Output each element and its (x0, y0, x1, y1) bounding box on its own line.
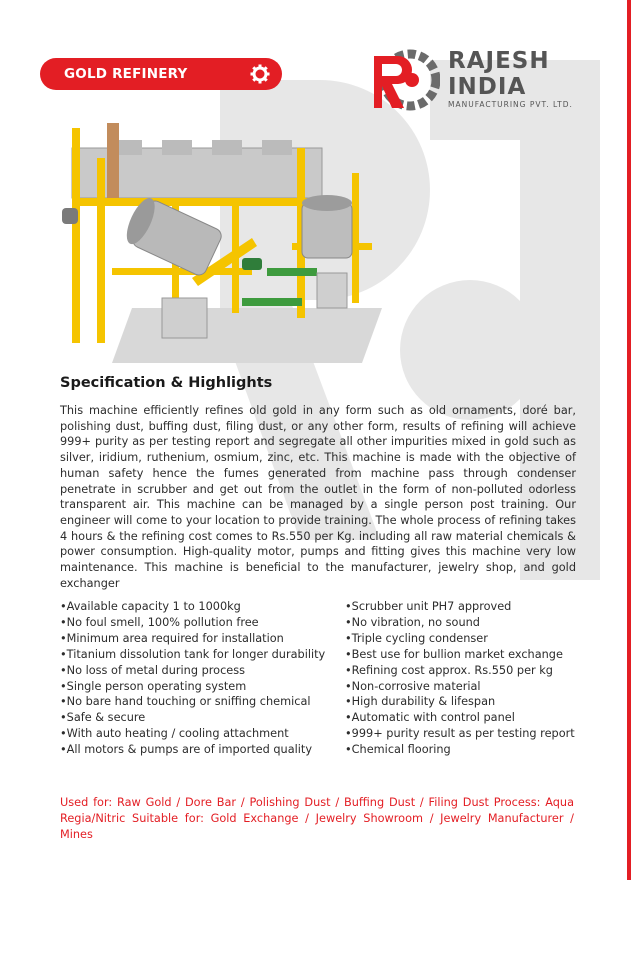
feature-item: • Available capacity 1 to 1000kg (60, 599, 345, 615)
feature-list-right (345, 599, 585, 758)
feature-item: • Refining cost approx. Rs.550 per kg (345, 663, 585, 679)
feature-item: • Scrubber unit PH7 approved (345, 599, 585, 615)
feature-item: • With auto heating / cooling attachment (60, 726, 345, 742)
feature-item: • All motors & pumps are of imported quality (60, 742, 345, 758)
feature-item: • Non-corrosive material (345, 679, 585, 695)
rajesh-india-logo-mark (368, 44, 440, 116)
feature-item: • No bare hand touching or sniffing chemical (60, 694, 345, 710)
feature-item: • No loss of metal during process (60, 663, 345, 679)
brand-name-line1: RAJESH (448, 48, 550, 74)
edge-accent-rule (627, 0, 631, 880)
product-description: This machine efficiently refines old gold in any form such as old ornaments, doré bar, polishing dust, buffing dust, filing dust, or any other form, results of refining will achieve 999+ purity as per testing report and segregate all other impurities mixed in gold such as silver, iridium, ruthenium, osmium, zinc, etc. This machine is made with the objective of human safety hence the fumes generated from machine pass through condenser penetrate in scrubber and get out from the outlet in the form of non-polluted odorless transparent air. This machine can be managed by a single person post training. Our engineer will come to your location to provide training. The whole process of refining takes 4 hours & the refining cost comes to Rs.550 per Kg. including all raw material chemicals & power consumption. High-quality motor, pumps and fitting gives this machine very low maintenance. This machine is beneficial to the manufacturer, jewelry shop, and gold exchanger (60, 404, 576, 590)
feature-item: • 999+ purity result as per testing report (345, 726, 585, 742)
feature-item: • Titanium dissolution tank for longer durability (60, 647, 345, 663)
section-heading: Specification & Highlights (60, 375, 273, 391)
brand-tagline: MANUFACTURING PVT. LTD. (448, 100, 573, 109)
feature-item: • Best use for bullion market exchange (345, 647, 585, 663)
gear-icon (250, 64, 270, 84)
feature-item: • No foul smell, 100% pollution free (60, 615, 345, 631)
feature-item: • High durability & lifespan (345, 694, 585, 710)
used-for-text: Used for: Raw Gold / Dore Bar / Polishing Dust / Buffing Dust / Filing Dust Process: Aqua Regia/Nitric Suitable for: Gold Exchange / Jewelry Showroom / Jewelry Manufacturer / Mines (60, 796, 574, 841)
feature-item: • Chemical flooring (345, 742, 585, 758)
product-category-badge (40, 58, 282, 90)
brand-name-line2: INDIA (448, 74, 527, 100)
feature-item: • Automatic with control panel (345, 710, 585, 726)
feature-item: • Single person operating system (60, 679, 345, 695)
gold-refinery-machine-image (52, 118, 382, 363)
feature-item: • Safe & secure (60, 710, 345, 726)
feature-list-left (60, 599, 345, 758)
feature-item: • Minimum area required for installation (60, 631, 345, 647)
feature-item: • Triple cycling condenser (345, 631, 585, 647)
brand-logo (368, 44, 583, 118)
badge-label: GOLD REFINERY (64, 66, 188, 82)
feature-item: • No vibration, no sound (345, 615, 585, 631)
